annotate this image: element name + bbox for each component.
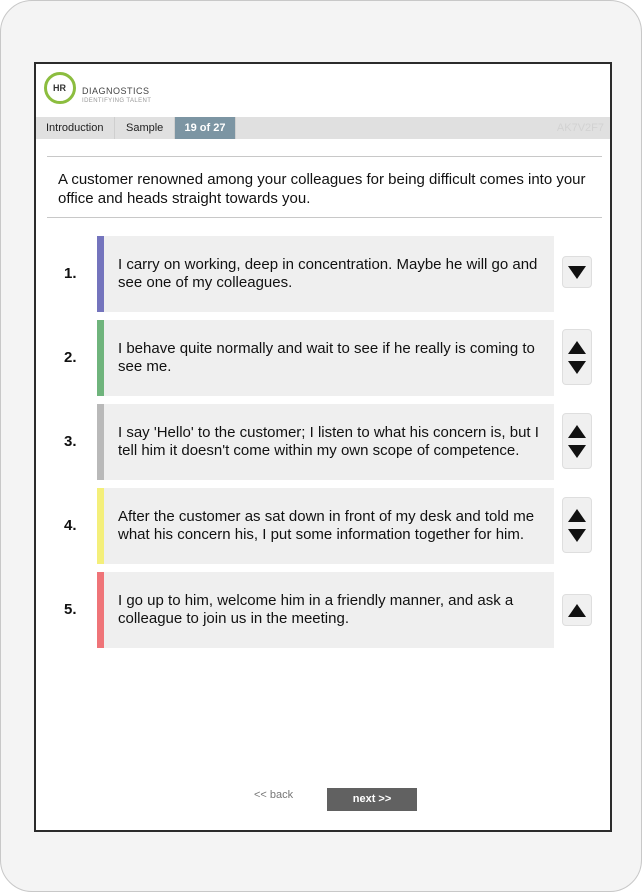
arrow-down-icon xyxy=(568,445,586,458)
divider-bottom xyxy=(47,217,602,218)
option-number: 5. xyxy=(64,601,77,618)
option-text: I carry on working, deep in concentration. Maybe he will go and see one of my colleagues. xyxy=(118,255,538,291)
option-card[interactable] xyxy=(104,236,554,312)
option-text: I say 'Hello' to the customer; I listen to what his concern is, but I tell him it doesn't come within my own scope of competence. xyxy=(118,423,539,459)
option-color-bar xyxy=(97,404,104,480)
move-up-button[interactable] xyxy=(566,600,588,620)
brand-name: DIAGNOSTICS xyxy=(82,86,150,96)
option-card[interactable] xyxy=(104,488,554,564)
arrow-up-icon xyxy=(568,425,586,438)
question-text: A customer renowned among your colleagues for being difficult comes into your office and heads straight towards you. xyxy=(58,171,586,207)
option-color-bar xyxy=(97,320,104,396)
brand-logo xyxy=(44,72,244,112)
logo-initials: HR xyxy=(53,83,66,93)
move-up-button[interactable] xyxy=(566,505,588,525)
app-screen xyxy=(34,62,612,832)
option-number: 4. xyxy=(64,517,77,534)
arrow-down-icon xyxy=(568,361,586,374)
move-up-button[interactable] xyxy=(566,421,588,441)
option-card[interactable] xyxy=(104,404,554,480)
ranking-option-4 xyxy=(36,488,612,564)
brand-tagline: IDENTIFYING TALENT xyxy=(82,98,152,104)
option-number: 3. xyxy=(64,433,77,450)
option-color-bar xyxy=(97,488,104,564)
option-card[interactable] xyxy=(104,572,554,648)
arrow-up-icon xyxy=(568,604,586,617)
progress-tabs xyxy=(36,117,610,139)
option-text: After the customer as sat down in front of my desk and told me what his concern his, I put some information together for him. xyxy=(118,507,535,543)
option-2-arrows xyxy=(562,329,592,385)
option-color-bar xyxy=(97,236,104,312)
tab-progress-counter: 19 of 27 xyxy=(175,117,236,139)
option-3-arrows xyxy=(562,413,592,469)
ranking-option-2 xyxy=(36,320,612,396)
ranking-option-3 xyxy=(36,404,612,480)
ranking-option-1 xyxy=(36,236,612,312)
option-number: 2. xyxy=(64,349,77,366)
arrow-down-icon xyxy=(568,266,586,279)
option-5-arrows xyxy=(562,594,592,626)
back-link[interactable]: << back xyxy=(254,789,294,801)
option-text: I go up to him, welcome him in a friendly manner, and ask a colleague to join us in the meeting. xyxy=(118,591,514,627)
move-up-button[interactable] xyxy=(566,337,588,357)
option-color-bar xyxy=(97,572,104,648)
move-down-button[interactable] xyxy=(566,357,588,377)
tab-introduction[interactable]: Introduction xyxy=(36,117,115,139)
option-card[interactable] xyxy=(104,320,554,396)
move-down-button[interactable] xyxy=(566,262,588,282)
divider-top xyxy=(47,156,602,157)
next-button[interactable]: next >> xyxy=(327,788,417,811)
option-number: 1. xyxy=(64,265,77,282)
session-code: AK7V2F7 xyxy=(556,122,604,134)
arrow-up-icon xyxy=(568,341,586,354)
arrow-down-icon xyxy=(568,529,586,542)
option-text: I behave quite normally and wait to see if he really is coming to see me. xyxy=(118,339,535,375)
move-down-button[interactable] xyxy=(566,441,588,461)
tab-sample[interactable]: Sample xyxy=(115,117,175,139)
move-down-button[interactable] xyxy=(566,525,588,545)
option-1-arrows xyxy=(562,256,592,288)
ranking-option-5 xyxy=(36,572,612,648)
option-4-arrows xyxy=(562,497,592,553)
arrow-up-icon xyxy=(568,509,586,522)
